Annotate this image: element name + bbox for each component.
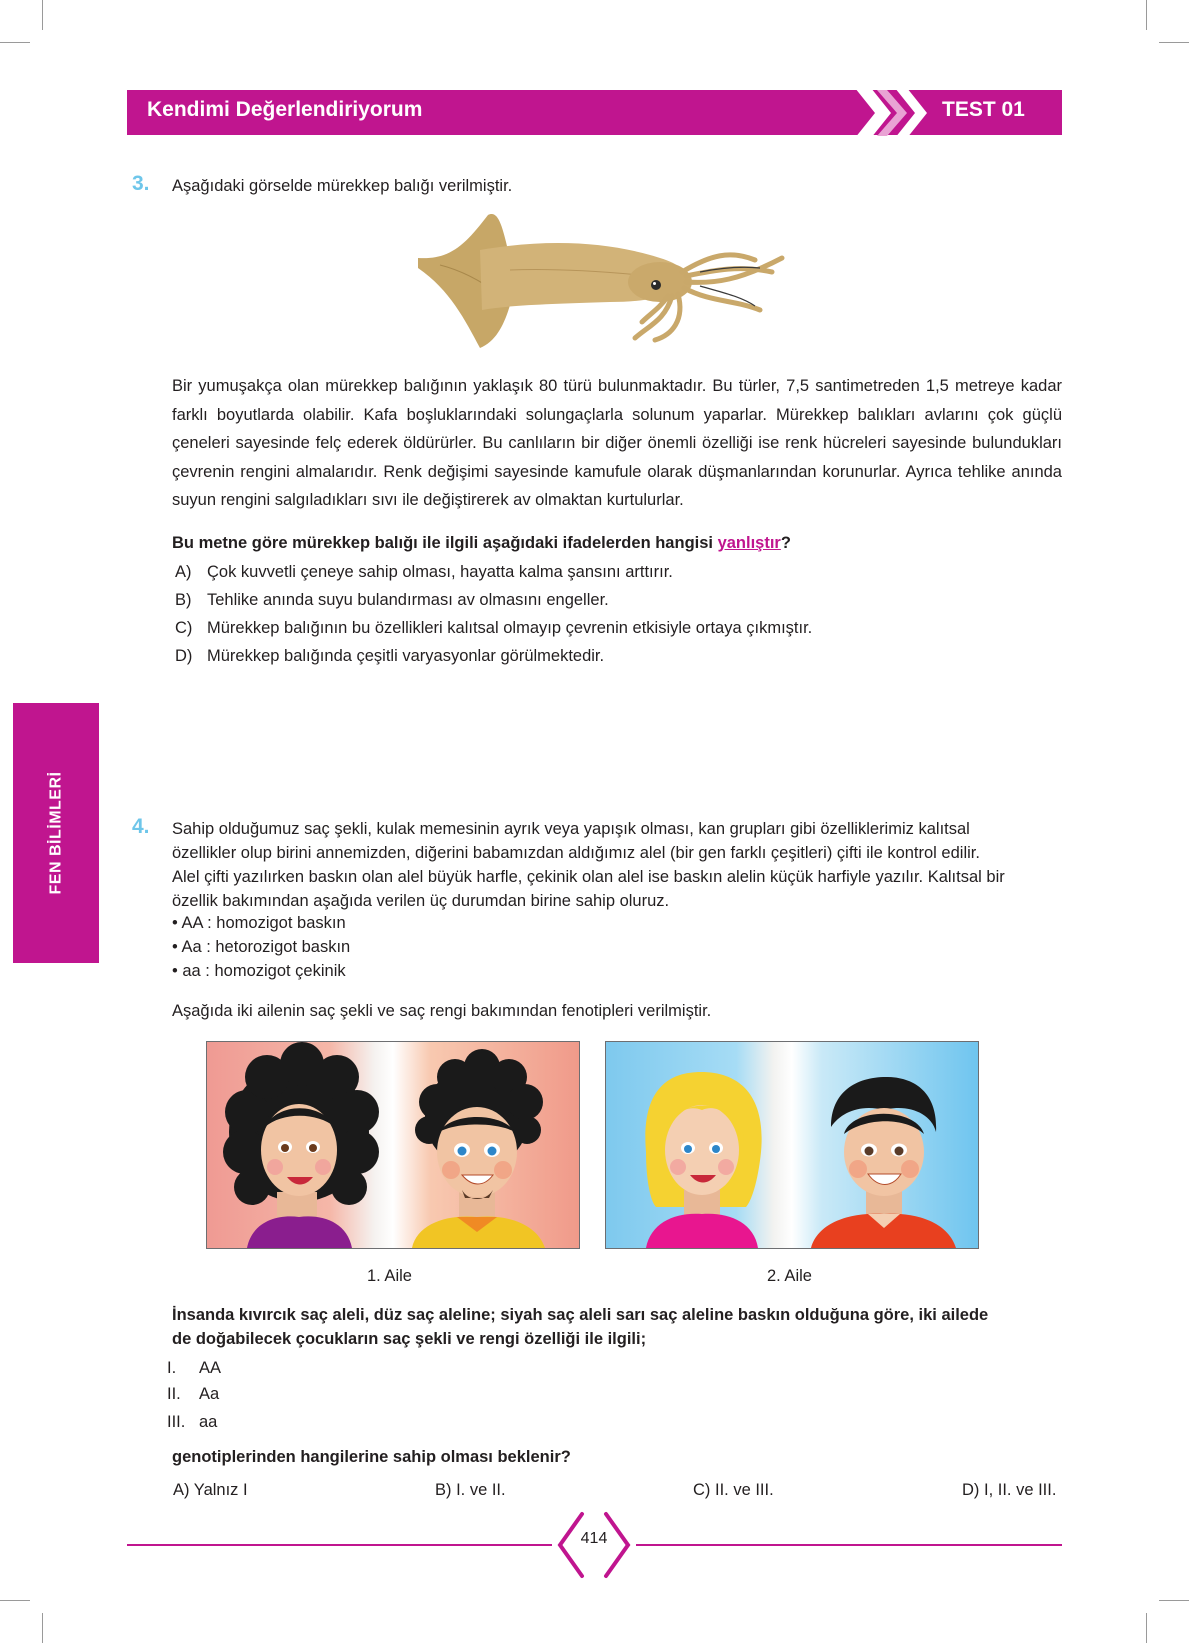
test-label: TEST 01 <box>942 98 1025 121</box>
q3-question-emphasis: yanlıştır <box>717 534 781 552</box>
roman-item-text: aa <box>199 1413 218 1431</box>
chevron-arrows-icon <box>855 88 927 138</box>
q4-question-line: İnsanda kıvırcık saç aleli, düz saç aleline; siyah saç aleli sarı saç aleline baskın olduğuna göre, iki ailede <box>172 1306 989 1324</box>
crop-mark <box>1159 1600 1189 1601</box>
answer-option: C) II. ve III. <box>693 1481 774 1499</box>
crop-mark <box>42 0 43 30</box>
families-intro: Aşağıda iki ailenin saç şekli ve saç rengi bakımından fenotipleri verilmiştir. <box>172 1002 712 1020</box>
option-text: Mürekkep balığının bu özellikleri kalıtsal olmayıp çevrenin etkisiyle ortaya çıkmıştır. <box>207 619 813 637</box>
family-1-picture <box>206 1041 580 1249</box>
q4-question <box>172 1303 988 1351</box>
question-number: 4. <box>132 815 150 838</box>
footer-line-left <box>127 1544 552 1546</box>
family-2-picture <box>605 1041 979 1249</box>
crop-mark <box>42 1613 43 1643</box>
q4-intro-line: Alel çifti yazılırken baskın olan alel büyük harfle, çekinik olan alel ise baskın alelin küçük harfiyle yazılır. Kalıtsal bir <box>172 868 1005 886</box>
crop-mark <box>1159 42 1189 43</box>
option-text: Mürekkep balığında çeşitli varyasyonlar görülmektedir. <box>207 647 605 665</box>
q4-question-line: de doğabilecek çocukların saç şekli ve rengi özelliği ile ilgili; <box>172 1330 647 1348</box>
answer-option <box>175 591 609 610</box>
page-number: 414 <box>580 1530 608 1547</box>
answer-option <box>175 647 604 666</box>
answer-option: A) Yalnız I <box>173 1481 248 1499</box>
q4-intro-line: özellikler olup birini annemizden, diğerini babamızdan aldığımız alel (bir gen farklı çeşitleri) çifti ile kontrol edilir. <box>172 844 980 862</box>
answer-option: B) I. ve II. <box>435 1481 506 1499</box>
crop-mark <box>0 42 30 43</box>
option-letter: A) <box>175 563 192 581</box>
roman-numeral: III. <box>167 1413 186 1431</box>
crop-mark <box>0 1600 30 1601</box>
side-tab-label: FEN BİLİMLERİ <box>47 771 64 895</box>
q4-intro <box>172 817 1062 913</box>
q4-intro-line: özellik bakımından aşağıda verilen üç durumdan birine sahip oluruz. <box>172 892 670 910</box>
roman-item <box>167 1385 219 1404</box>
header-title: Kendimi Değerlendiriyorum <box>147 98 423 121</box>
question-number: 3. <box>132 172 150 195</box>
option-letter: C) <box>175 619 193 637</box>
option-letter: D) <box>175 647 193 665</box>
roman-item-text: Aa <box>199 1385 220 1403</box>
roman-numeral: II. <box>167 1385 181 1403</box>
family-2-caption: 2. Aile <box>767 1267 812 1285</box>
q4-intro-line: Sahip olduğumuz saç şekli, kulak memesinin ayrık veya yapışık olması, kan grupları gibi özelliklerimiz kalıtsal <box>172 820 970 838</box>
answer-option: D) I, II. ve III. <box>962 1481 1057 1499</box>
roman-item-text: AA <box>199 1359 222 1377</box>
footer-line-right <box>636 1544 1062 1546</box>
bullet-item: • aa : homozigot çekinik <box>172 962 346 980</box>
q3-paragraph: Bir yumuşakça olan mürekkep balığının yaklaşık 80 türü bulunmaktadır. Bu türler, 7,5 santimetreden 1,5 metreye kadar farklı boyutlarda olabilir. Kafa boşluklarındaki solungaçlarla solunum yaparlar. Mürekkep balıkları avlarını çok güçlü çeneleri sayesinde felç ederek öldürürler. Bu canlıların bir diğer önemli özelliği ise renk hücreleri sayesinde bulundukları çevrenin rengini almalarıdır. Renk değişimi sayesinde kamufule olarak düşmanlarından korunurlar. Ayrıca tehlike anında suyun rengini salgıladıkları sıvı ile değiştirerek av olmaktan kurtulurlar. <box>172 377 1062 509</box>
option-text: Çok kuvvetli çeneye sahip olması, hayatta kalma şansını arttırır. <box>207 563 673 581</box>
bullet-item: • Aa : hetorozigot baskın <box>172 938 351 956</box>
answer-option <box>175 563 673 582</box>
family-1-illustration <box>207 1042 579 1248</box>
side-tab-label-wrap <box>13 703 99 963</box>
q3-question-mark: ? <box>780 534 791 552</box>
roman-item <box>167 1359 221 1378</box>
q3-question <box>172 529 791 557</box>
bullet-item: • AA : homozigot baskın <box>172 914 346 932</box>
squid-illustration <box>410 210 790 360</box>
option-letter: B) <box>175 591 192 609</box>
family-2-illustration <box>606 1042 978 1248</box>
roman-numeral: I. <box>167 1359 177 1377</box>
question-intro: Aşağıdaki görselde mürekkep balığı verilmiştir. <box>172 177 513 195</box>
roman-item <box>167 1413 217 1432</box>
q4-question-end: genotiplerinden hangilerine sahip olması beklenir? <box>172 1448 571 1466</box>
family-1-caption: 1. Aile <box>367 1267 412 1285</box>
crop-mark <box>1146 1613 1147 1643</box>
answer-option <box>175 619 812 638</box>
option-text: Tehlike anında suyu bulandırması av olmasını engeller. <box>207 591 609 609</box>
q3-question-text: Bu metne göre mürekkep balığı ile ilgili aşağıdaki ifadelerden hangisi <box>172 534 718 552</box>
crop-mark <box>1146 0 1147 30</box>
